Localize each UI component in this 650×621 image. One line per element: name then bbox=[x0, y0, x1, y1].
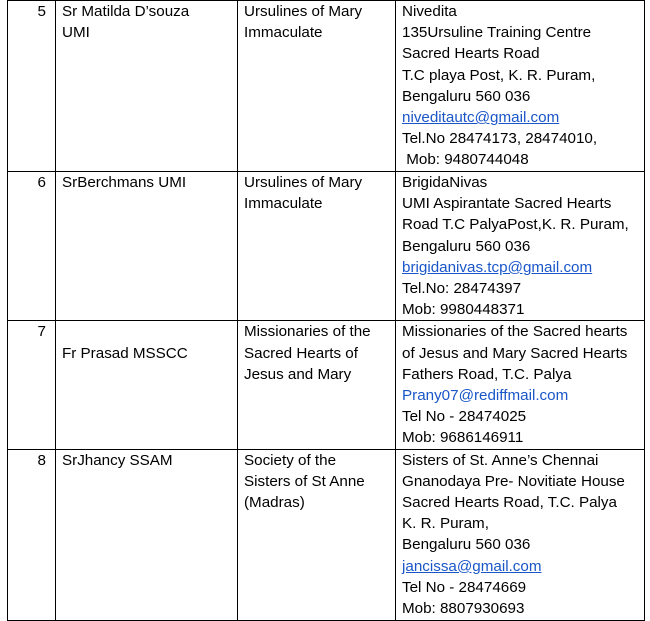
congregation-line: Immaculate bbox=[244, 195, 323, 213]
name-line: SrBerchmans UMI bbox=[62, 174, 187, 191]
row-number: 5 bbox=[8, 1, 56, 172]
contact-line: Mob: 9686146911 bbox=[402, 429, 524, 447]
address-line: Bengaluru 560 036 bbox=[402, 87, 531, 105]
name-line: Fr Prasad MSSCC bbox=[62, 344, 188, 362]
congregation-cell bbox=[238, 1, 396, 172]
table-row bbox=[8, 172, 645, 321]
address-line: K. R. Puram, bbox=[402, 515, 489, 533]
contacts-table bbox=[7, 0, 645, 621]
address-cell bbox=[396, 449, 645, 620]
name-cell bbox=[56, 449, 238, 620]
address-line: Missionaries of the Sacred hearts bbox=[402, 323, 628, 341]
congregation-line: Society of the bbox=[244, 451, 337, 469]
congregation-line: Jesus and Mary bbox=[244, 365, 352, 383]
address-line: BrigidaNivas bbox=[402, 174, 488, 191]
congregation-line: Immaculate bbox=[244, 24, 323, 42]
address-line: UMI Aspirantate Sacred Hearts bbox=[402, 195, 612, 213]
name-line: SrJhancy SSAM bbox=[62, 451, 173, 469]
row-number: 7 bbox=[8, 321, 56, 449]
name-cell bbox=[56, 321, 238, 449]
table-row bbox=[8, 321, 645, 449]
address-line: Nivedita bbox=[402, 3, 457, 20]
address-line: Sisters of St. Anne’s Chennai bbox=[402, 451, 599, 469]
congregation-line: Sacred Hearts of bbox=[244, 344, 358, 362]
table-row bbox=[8, 1, 645, 172]
contact-line: Tel No - 28474025 bbox=[402, 408, 527, 426]
address-line: Sacred Hearts Road bbox=[402, 45, 540, 63]
contact-line: Tel.No: 28474397 bbox=[402, 280, 522, 298]
contact-line: Mob: 8807930693 bbox=[402, 600, 525, 618]
congregation-line: Ursulines of Mary bbox=[244, 3, 363, 20]
address-line: Sacred Hearts Road, T.C. Palya bbox=[402, 494, 617, 512]
congregation-line: Ursulines of Mary bbox=[244, 174, 363, 191]
contact-line: Mob: 9980448371 bbox=[402, 301, 525, 319]
email-text[interactable]: Prany07@rediffmail.com bbox=[402, 387, 569, 405]
contact-line: Tel No - 28474669 bbox=[402, 578, 527, 596]
contact-line: Tel.No 28474173, 28474010, bbox=[402, 130, 598, 148]
address-cell bbox=[396, 1, 645, 172]
congregation-line: (Madras) bbox=[244, 494, 305, 512]
table-row bbox=[8, 449, 645, 620]
address-line: Bengaluru 560 036 bbox=[402, 237, 531, 255]
congregation-cell bbox=[238, 321, 396, 449]
name-line: Sr Matilda D’souza bbox=[62, 3, 190, 20]
email-link[interactable]: niveditautc@gmail.com bbox=[402, 109, 560, 127]
congregation-cell bbox=[238, 449, 396, 620]
name-line: UMI bbox=[62, 24, 90, 42]
email-link[interactable]: jancissa@gmail.com bbox=[402, 557, 542, 575]
congregation-cell bbox=[238, 172, 396, 321]
address-line: Bengaluru 560 036 bbox=[402, 536, 531, 554]
row-number: 8 bbox=[8, 449, 56, 620]
contact-line: Mob: 9480744048 bbox=[402, 151, 529, 169]
address-line: T.C playa Post, K. R. Puram, bbox=[402, 66, 596, 84]
address-cell bbox=[396, 321, 645, 449]
congregation-line: Missionaries of the bbox=[244, 323, 371, 341]
email-link[interactable]: brigidanivas.tcp@gmail.com bbox=[402, 258, 593, 276]
address-line: 135Ursuline Training Centre bbox=[402, 24, 592, 42]
address-line: Gnanodaya Pre- Novitiate House bbox=[402, 472, 625, 490]
address-line: of Jesus and Mary Sacred Hearts bbox=[402, 344, 628, 362]
address-line: Fathers Road, T.C. Palya bbox=[402, 365, 572, 383]
congregation-line: Sisters of St Anne bbox=[244, 472, 365, 490]
address-cell bbox=[396, 172, 645, 321]
name-cell bbox=[56, 172, 238, 321]
name-cell bbox=[56, 1, 238, 172]
row-number: 6 bbox=[8, 172, 56, 321]
address-line: Road T.C PalyaPost,K. R. Puram, bbox=[402, 216, 629, 234]
